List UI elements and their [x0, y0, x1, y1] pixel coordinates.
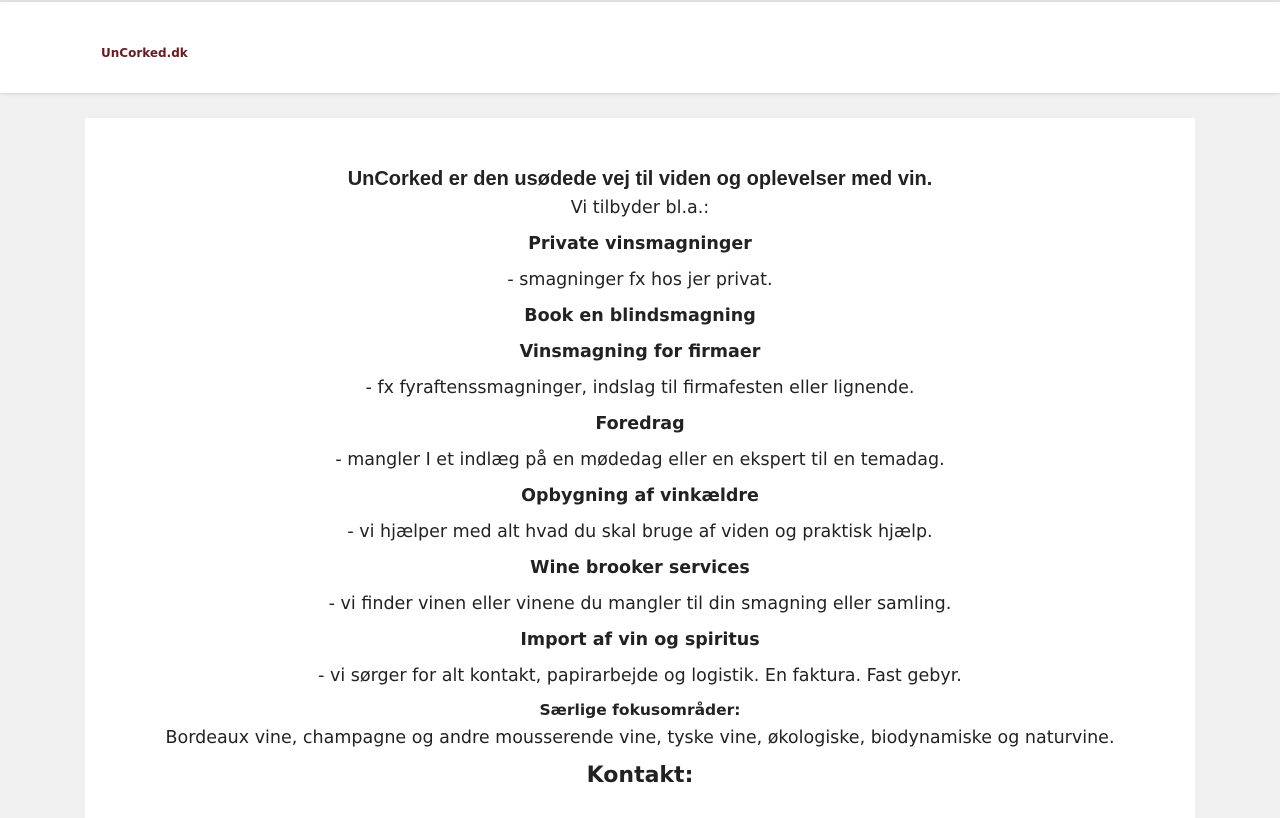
- site-header: [0, 2, 1280, 93]
- service-title: Wine brooker services: [530, 558, 750, 578]
- service-title: Book en blindsmagning: [524, 306, 756, 326]
- service-title: Vinsmagning for firmaer: [519, 342, 761, 362]
- service-description: - vi finder vinen eller vinene du mangler til din smagning eller samling.: [328, 594, 952, 614]
- service-description: - smagninger fx hos jer privat.: [507, 270, 773, 290]
- service-description: - mangler I et indlæg på en mødedag eller en ekspert til en temadag.: [335, 450, 945, 470]
- service-description: - vi hjælper med alt hvad du skal bruge af viden og praktisk hjælp.: [347, 522, 933, 542]
- service-title: Private vinsmagninger: [528, 234, 752, 254]
- focus-label: Særlige fokusområder:: [539, 701, 741, 719]
- service-title: Opbygning af vinkældre: [521, 486, 759, 506]
- contact-heading: Kontakt:: [586, 763, 694, 788]
- service-description: - fx fyraftenssmagninger, indslag til firmafesten eller lignende.: [365, 378, 915, 398]
- service-title: Foredrag: [595, 414, 685, 434]
- focus-text: Bordeaux vine, champagne og andre mousserende vine, tyske vine, økologiske, biodynamiske og naturvine.: [165, 728, 1115, 748]
- service-title: Import af vin og spiritus: [520, 630, 760, 650]
- service-description: - vi sørger for alt kontakt, papirarbejde og logistik. En faktura. Fast gebyr.: [318, 666, 962, 686]
- intro-text: Vi tilbyder bl.a.:: [570, 198, 710, 218]
- content-card: [85, 118, 1195, 818]
- page-headline: UnCorked er den usødede vej til viden og oplevelser med vin.: [347, 168, 933, 190]
- site-logo[interactable]: UnCorked.dk: [101, 46, 188, 60]
